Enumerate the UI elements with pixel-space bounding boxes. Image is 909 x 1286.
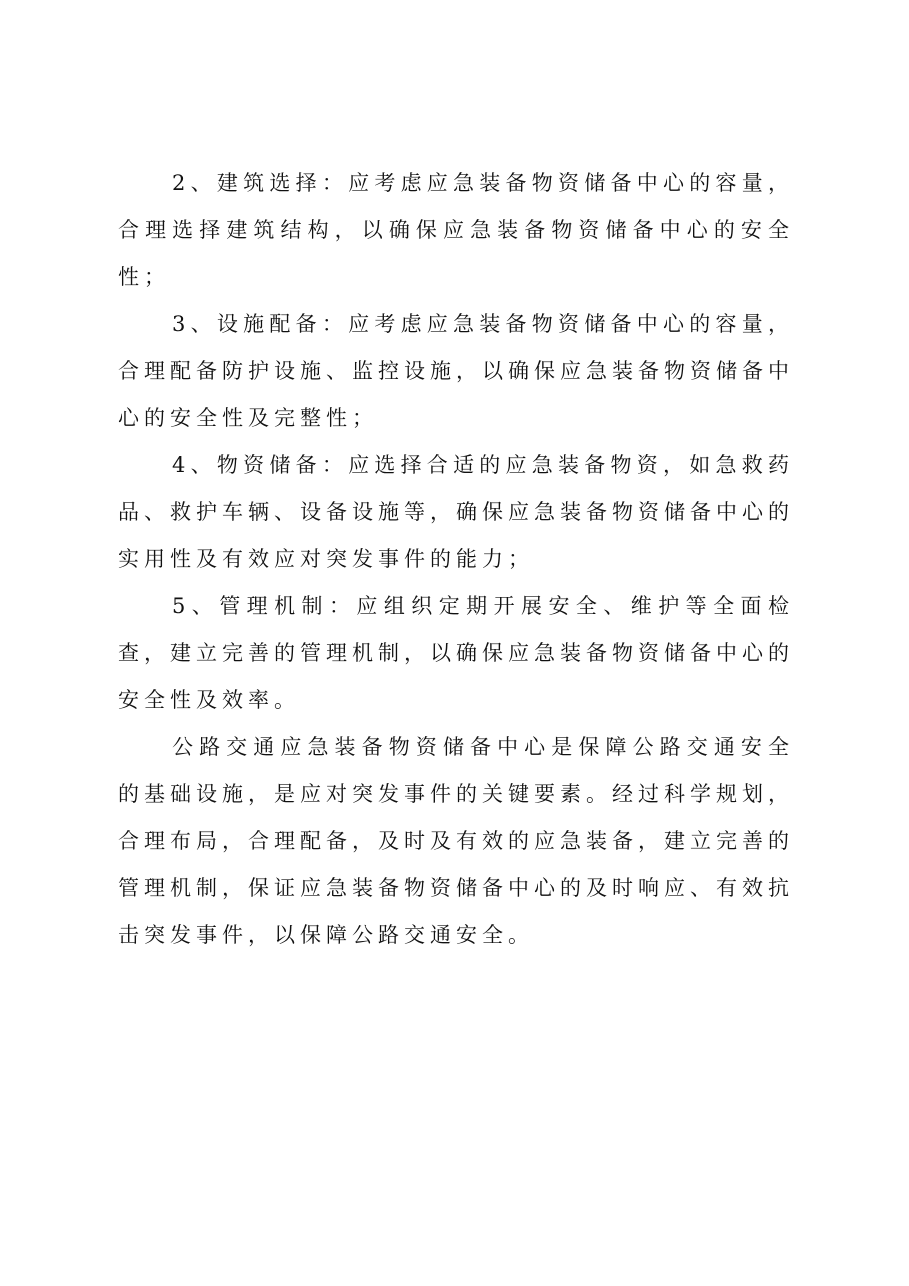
paragraph-facility-equipment: 3、设施配备：应考虑应急装备物资储备中心的容量，合理配备防护设施、监控设施，以确保应急装备物资储备中心的安全性及完整性； [118,312,794,430]
document-page [118,160,794,959]
paragraph-material-reserve: 4、物资储备：应选择合适的应急装备物资，如急救药品、救护车辆、设备设施等，确保应急装备物资储备中心的实用性及有效应对突发事件的能力； [118,453,794,571]
paragraph-conclusion: 公路交通应急装备物资储备中心是保障公路交通安全的基础设施，是应对突发事件的关键要素。经过科学规划，合理布局，合理配备，及时及有效的应急装备，建立完善的管理机制，保证应急装备物资储备中心的及时响应、有效抗击突发事件，以保障公路交通安全。 [118,735,794,947]
paragraph-management-mechanism: 5、管理机制：应组织定期开展安全、维护等全面检查，建立完善的管理机制，以确保应急装备物资储备中心的安全性及效率。 [118,594,794,712]
paragraph-building-selection: 2、建筑选择：应考虑应急装备物资储备中心的容量，合理选择建筑结构，以确保应急装备物资储备中心的安全性； [118,171,794,289]
